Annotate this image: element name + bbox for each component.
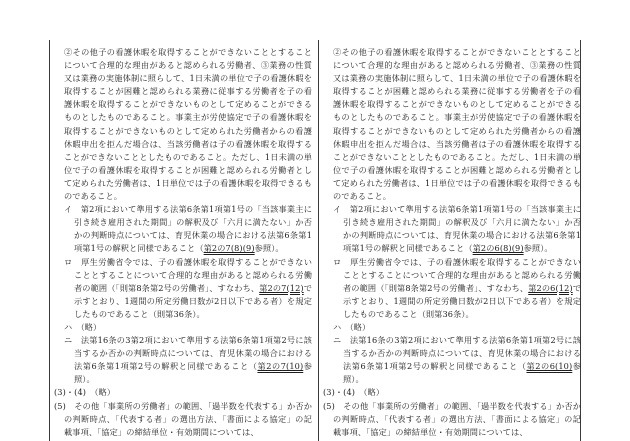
left-item-ni [54, 334, 312, 386]
center-divider-rule [318, 40, 319, 441]
left-item-i [54, 203, 312, 255]
left-margin-rule [49, 40, 50, 441]
right-item-i [323, 203, 581, 255]
right-section-3-4: (3)・(4) （略） [323, 387, 385, 398]
left-item-ro-reference: 第2の7(12) [259, 282, 304, 293]
left-item-i-end: 参照）。 [254, 243, 284, 254]
left-item-ro [54, 256, 312, 321]
right-item-i-end: 参照）。 [523, 243, 553, 254]
left-item-ro-end: で示すとおり、1週間の所定労働日数が2日以下である者）を規定したものであること（則第36条）。 [74, 282, 312, 319]
left-item-ni-text: ニ 法第16条の3第2項において準用する法第6条第1項第2号に該当するか否かの判断時点については、育児休業の場合における法第6条第1項第2号の解釈と同様であること（ [64, 335, 312, 372]
left-paragraph-exclusions: ②その他子の看護休暇を取得することができないこととすることについて合理的な理由があると認められる労働者、③業務の性質又は業務の実施体制に照らして、1日未満の単位で子の看護休暇を取得することが困難と認められる業務に従事する労働者を子の看護休暇を取得することができないものとして定めることができるものとしたものであること。事業主が労使協定で子の看護休暇を取得することができないものとして定められた労働者からの看護休暇申出を拒んだ場合は、当該労働者は子の看護休暇を取得することができないこととしたものであること。ただし、1日未満の単位で子の看護休暇を取得することが困難と認められる労働者として定められた労働者は、1日単位では子の看護休暇を取得できるものであること。 [64, 47, 312, 202]
left-item-ni-reference: 第2の7(10) [257, 361, 304, 372]
right-item-ro-text: ロ 厚生労働省令では、子の看護休暇を取得することができないこととすることについて合理的な理由があると認められる労働者の範囲（「則第8条第2号の労働者」、すなわち、 [333, 256, 581, 293]
right-item-i-text: イ 第2項において準用する法第6条第1項第1号の「当該事業主に引き続き雇用された期間」の解釈及び「六月に満たない」か否かの判断時点については、育児休業の場合における法第6条第1項第1号の解釈と同様であること（ [333, 204, 581, 254]
left-item-ha: ハ （略） [64, 321, 102, 332]
left-column [54, 46, 312, 439]
left-section-5: (5) その他「事業所の労働者」の範囲、「過半数を代表する」か否かの判断時点、「代表する者」の選出方法、「書面による協定」の記載事項、「協定」の締結単位・有効期間については、 [54, 400, 312, 437]
right-section-5: (5) その他「事業所の労働者」の範囲、「過半数を代表する」か否かの判断時点、「代表する者」の選出方法、「書面による協定」の記載事項、「協定」の締結単位・有効期間については、 [323, 400, 581, 437]
left-item-i-text: イ 第2項において準用する法第6条第1項第1号の「当該事業主に引き続き雇用された期間」の解釈及び「六月に満たない」か否かの判断時点については、育児休業の場合における法第6条第1項第1号の解釈と同様であること（ [64, 204, 312, 254]
left-section-3-4: (3)・(4) （略） [54, 387, 116, 398]
right-item-ro-end: で示すとおり、1週間の所定労働日数が2日以下である者）を規定したものであること（則第36条）。 [343, 282, 581, 319]
left-item-ni-end: 参照）。 [74, 361, 312, 385]
right-item-ro-reference: 第2の6(12) [528, 282, 573, 293]
left-item-ro-text: ロ 厚生労働省令では、子の看護休暇を取得することができないこととすることについて合理的な理由があると認められる労働者の範囲（「則第8条第2号の労働者」、すなわち、 [64, 256, 312, 293]
right-item-ro [323, 256, 581, 321]
right-item-ha: ハ （略） [333, 321, 371, 332]
right-item-ni-text: ニ 法第16条の3第2項において準用する法第6条第1項第2号に該当するか否かの判断時点については、育児休業の場合における法第6条第1項第2号の解釈と同様であること（ [333, 335, 581, 372]
right-item-ni [323, 334, 581, 386]
right-item-ni-end: 参照）。 [343, 361, 581, 385]
right-paragraph-exclusions: ②その他子の看護休暇を取得することができないこととすることについて合理的な理由があると認められる労働者、③業務の性質又は業務の実施体制に照らして、1日未満の単位で子の看護休暇を取得することが困難と認められる業務に従事する労働者を子の看護休暇を取得することができないものとして定めることができるものとしたものであること。事業主が労使協定で子の看護休暇を取得することができないものとして定められた労働者からの看護休暇申出を拒んだ場合は、当該労働者は子の看護休暇を取得することができないこととしたものであること。ただし、1日未満の単位で子の看護休暇を取得することが困難と認められる労働者として定められた労働者は、1日単位では子の看護休暇を取得できるものであること。 [333, 47, 581, 202]
right-item-i-reference: 第2の6(8)(9) [472, 243, 524, 254]
right-item-ni-reference: 第2の6(10) [526, 361, 573, 372]
left-item-i-reference: 第2の7(8)(9) [203, 243, 255, 254]
right-column [323, 46, 581, 439]
